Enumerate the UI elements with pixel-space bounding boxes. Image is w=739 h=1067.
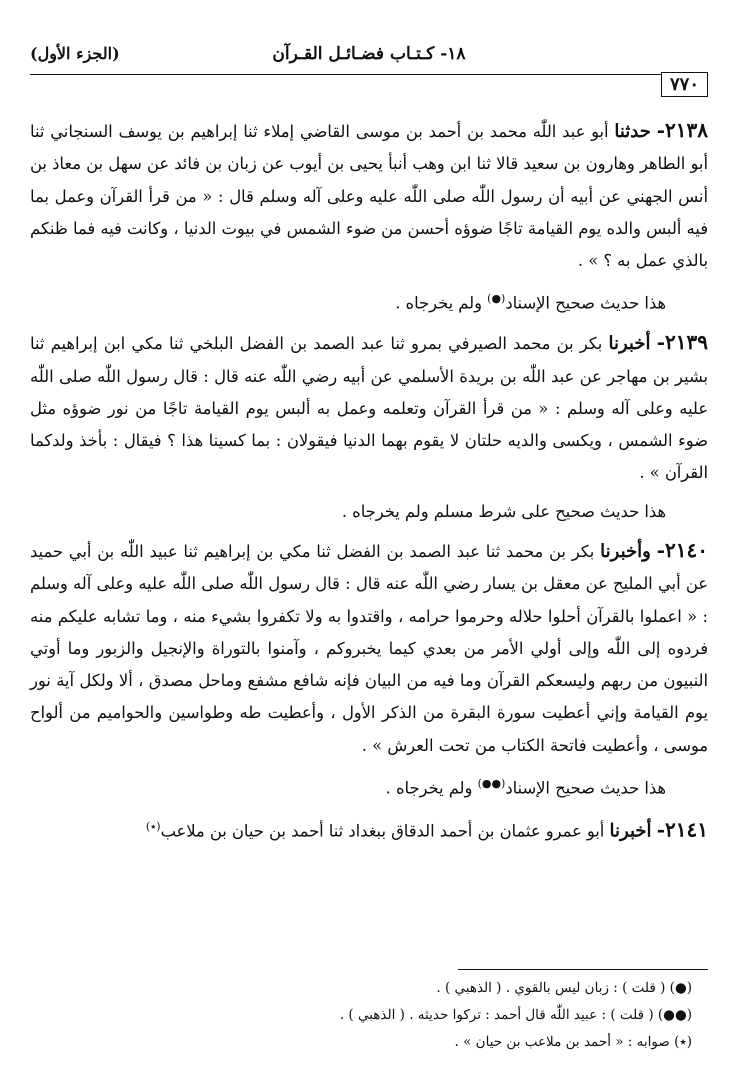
- footnotes: [30, 975, 708, 1056]
- hadith-2141: [30, 811, 708, 848]
- hadith-lead: وأخبرنا: [600, 540, 651, 562]
- verdict-text: هذا حديث صحيح على شرط مسلم ولم يخرجاه .: [341, 501, 666, 521]
- page-header: [30, 38, 708, 75]
- footnote-divider: [458, 969, 708, 970]
- hadith-number: ٢١٣٨-: [656, 118, 708, 142]
- footnote: (٭) صوابه : « أحمد بن ملاعب بن حيان » .: [454, 1034, 692, 1050]
- verdict-text: هذا حديث صحيح الإسناد: [505, 778, 666, 798]
- hadith-verdict: [30, 496, 708, 528]
- hadith-number: ٢١٣٩-: [656, 330, 708, 355]
- hadith-text: أبو عبد اللّٰه محمد بن أحمد بن موسى القاضي إملاء ثنا إبراهيم بن يوسف السنجاني ثنا أبو الطاهر وهارون بن سعيد قالا ثنا ابن وهب أنبأ يحيى بن أيوب عن زبان بن فائد عن سهل بن معاذ بن أنس الجهني عن أبيه أن رسول اللّٰه صلى اللّٰه عليه وعلى آله وسلم قال : « من قرأ القرآن وعمل بما فيه ألبس والده يوم القيامة تاجًا ضوؤه أحسن من ضوء الشمس في بيوت الدنيا ، وكانت فيه فما ظنكم بالذي عمل به ؟ » .: [30, 122, 708, 271]
- hadith-2140: [30, 534, 708, 762]
- hadith-2139: [30, 326, 708, 489]
- hadith-text: بكر بن محمد ثنا عبد الصمد بن الفضل ثنا مكي بن إبراهيم ثنا عبيد اللّٰه بن أبي حميد عن أبي المليح عن معقل بن يسار رضي اللّٰه عنه قال : قال رسول اللّٰه صلى اللّٰه عليه وعلى آله وسلم : « اعملوا بالقرآن أحلوا حلاله وحرموا حرامه ، واقتدوا به ولا تكفروا بشيء منه ، وما تشابه عليكم منه فردوه إلى اللّٰه وإلى أولي الأمر من بعدي كيما يخبروكم ، وآمنوا بالتوراة والإنجيل والزبور وما أوتي النبيون من ربهم وليسعكم القرآن وما فيه من البيان فإنه شافع مشفع وماحل مصدق ، ألا ولكل آية نور يوم القيامة وإني أعطيت سورة البقرة من الذكر الأول ، وأعطيت طه وطواسين والحواميم من ألواح موسى ، وأعطيت فاتحة الكتاب من تحت العرش » .: [30, 541, 708, 755]
- volume-label: (الجزء الأول): [30, 44, 120, 63]
- chapter-title: ١٨- كـتـاب فضـائـل القـرآن: [272, 44, 466, 64]
- hadith-text: بكر بن محمد الصيرفي بمرو ثنا عبد الصمد بن الفضل البلخي ثنا مكي ابن إبراهيم ثنا بشير بن مهاجر عن عبد اللّٰه بن بريدة الأسلمي عن أبيه رضي اللّٰه عنه قال : قال رسول اللّٰه صلى اللّٰه عليه وعلى آله وسلم : « من قرأ القرآن وتعلمه وعمل به ألبس يوم القيامة تاجًا من نور ضوؤه مثل ضوء الشمس ، ويكسى والديه حلتان لا يقوم بهما الدنيا فيقولان : بما كسينا هذا ؟ فيقال : بأخذ ولدكما القرآن » .: [30, 334, 708, 483]
- verdict-end: ولم يخرجاه .: [385, 778, 473, 798]
- footnote: (●) ( قلت ) : زبان ليس بالقوي . ( الذهبي ) .: [436, 980, 692, 996]
- hadith-2138: [30, 114, 708, 277]
- footnote-ref: (٭): [145, 819, 161, 833]
- book-page: [30, 38, 708, 1053]
- footnote: (●●) ( قلت ) : عبيد اللّٰه قال أحمد : تركوا حديثه . ( الذهبي ) .: [339, 1007, 692, 1023]
- page-body: [30, 114, 708, 848]
- hadith-lead: حدثنا: [614, 121, 651, 142]
- hadith-number: ٢١٤١-: [656, 817, 708, 842]
- hadith-verdict: [30, 283, 708, 320]
- hadith-verdict: [30, 768, 708, 805]
- verdict-end: ولم يخرجاه .: [395, 293, 482, 313]
- hadith-lead: أخبرنا: [609, 820, 652, 842]
- hadith-lead: أخبرنا: [608, 333, 651, 355]
- page-number: ٧٧٠: [661, 72, 708, 97]
- footnote-ref: (●●): [477, 777, 506, 791]
- hadith-text: أبو عمرو عثمان بن أحمد الدقاق ببغداد ثنا أحمد بن حيان بن ملاعب: [160, 821, 605, 841]
- verdict-text: هذا حديث صحيح الإسناد: [505, 293, 666, 313]
- hadith-number: ٢١٤٠-: [656, 537, 708, 562]
- footnote-ref: (●): [487, 292, 506, 306]
